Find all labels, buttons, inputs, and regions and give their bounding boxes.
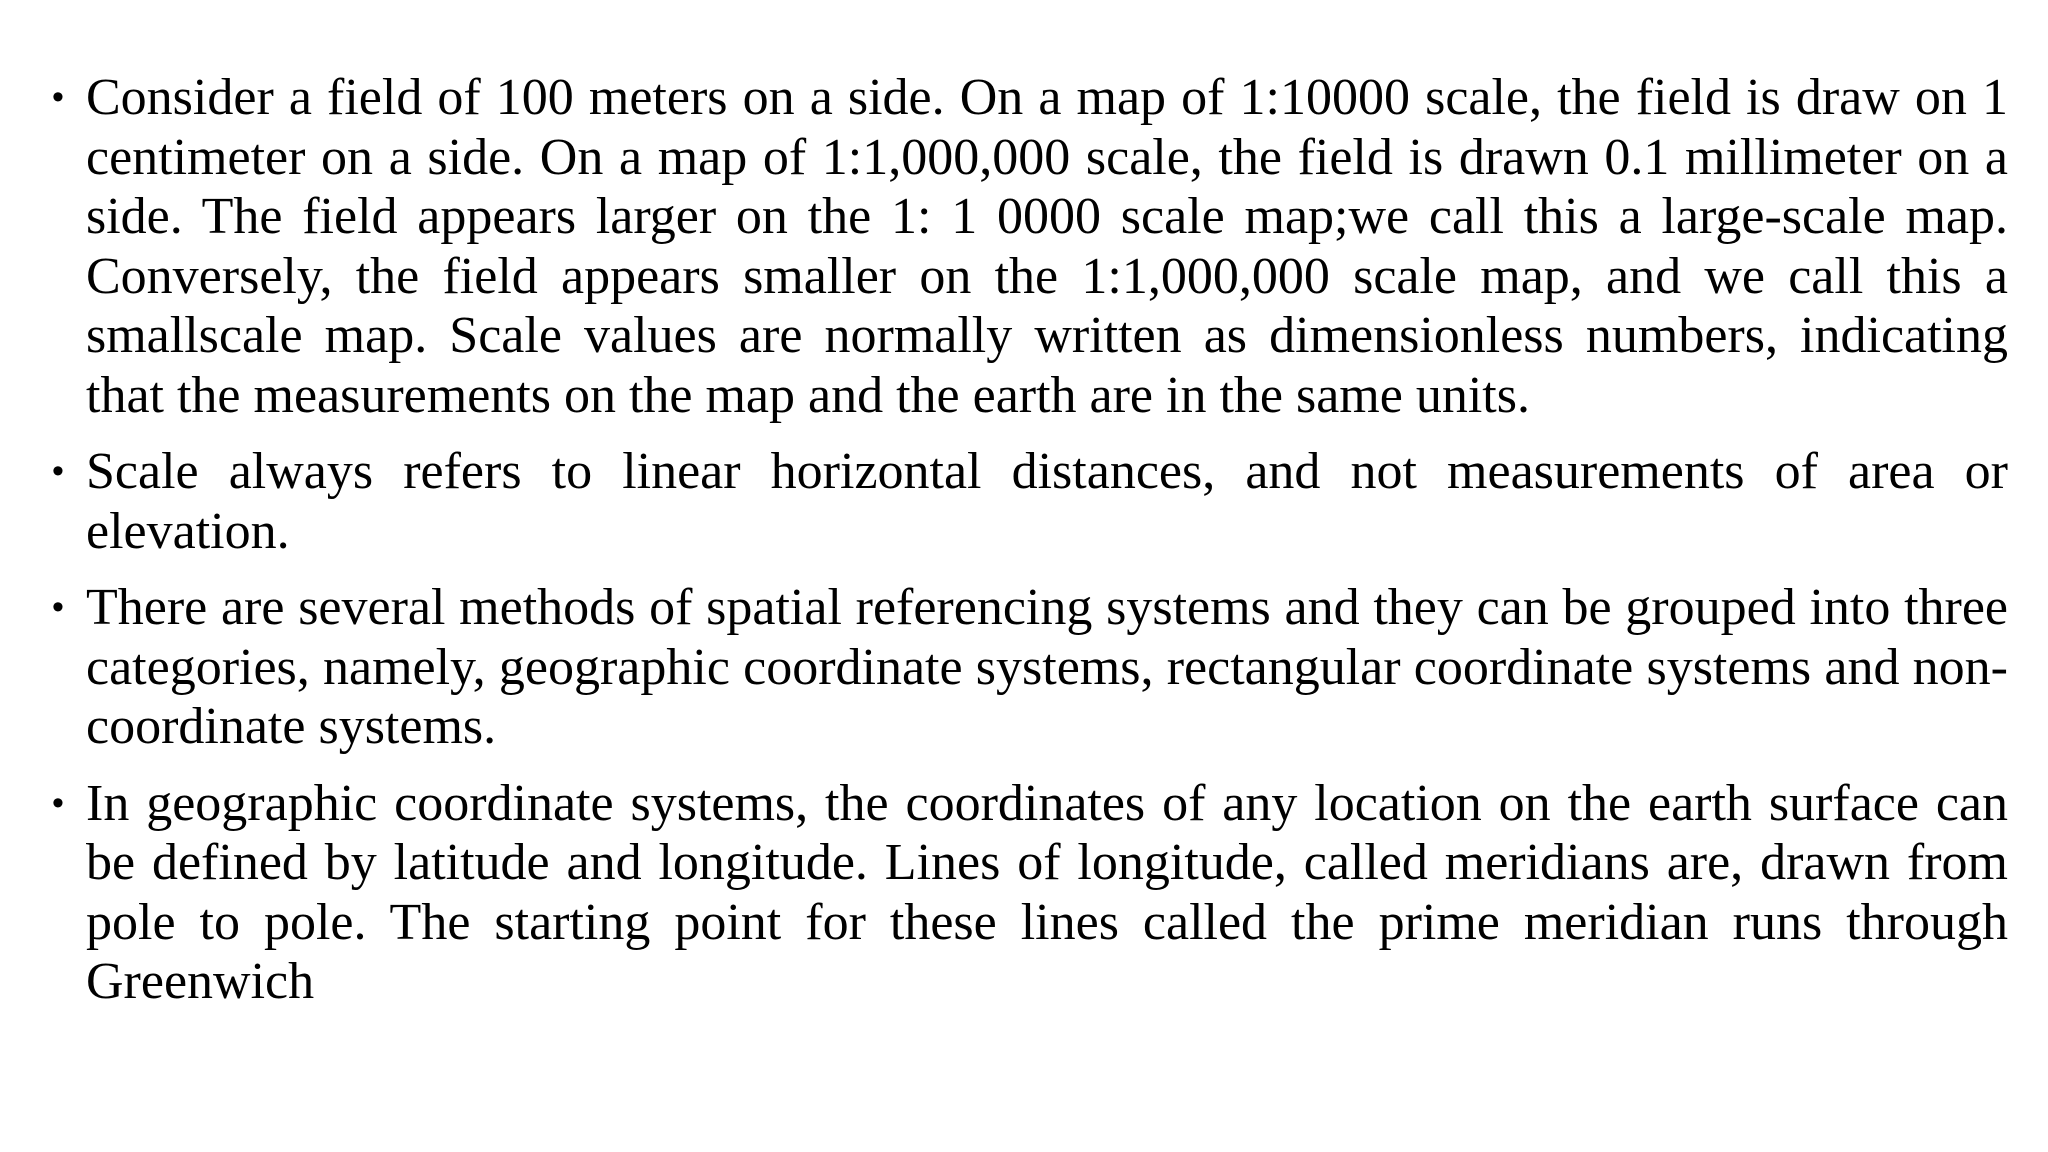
bullet-list bbox=[52, 68, 2008, 1029]
bullet-text: There are several methods of spatial referencing systems and they can be grouped into three categories, namely, geographic coordinate systems, rectangular coordinate systems and non-coordinate systems. bbox=[86, 579, 2008, 755]
bullet-marker: • bbox=[52, 783, 64, 822]
bullet-item-referencing-systems bbox=[52, 578, 2008, 757]
bullet-text: Scale always refers to linear horizontal distances, and not measurements of area or elevation. bbox=[86, 443, 2008, 560]
bullet-text: In geographic coordinate systems, the coordinates of any location on the earth surface can be defined by latitude and longitude. Lines of longitude, called meridians are, drawn from pole to pole. The starting point for these lines called the prime meridian runs through Greenwich bbox=[86, 774, 2008, 1010]
bullet-item-geographic-coordinates bbox=[52, 774, 2008, 1012]
bullet-marker: • bbox=[52, 78, 64, 116]
bullet-item-scale-example bbox=[52, 68, 2008, 425]
bullet-item-scale-definition bbox=[52, 442, 2008, 561]
bullet-marker: • bbox=[52, 588, 64, 626]
bullet-text: Consider a field of 100 meters on a side. On a map of 1:10000 scale, the field is draw on 1 centimeter on a side. On a map of 1:1,000,000 scale, the field is drawn 0.1 millimeter on a side. The field appears larger on the 1: 1 0000 scale map;we call this a large-scale map. Conversely, the field appears smaller on the 1:1,000,000 scale map, and we call this a smallscale map. Scale values are normally written as dimensionless numbers, indicating that the measurements on the map and the earth are in the same units. bbox=[86, 69, 2008, 424]
bullet-marker: • bbox=[52, 452, 64, 490]
